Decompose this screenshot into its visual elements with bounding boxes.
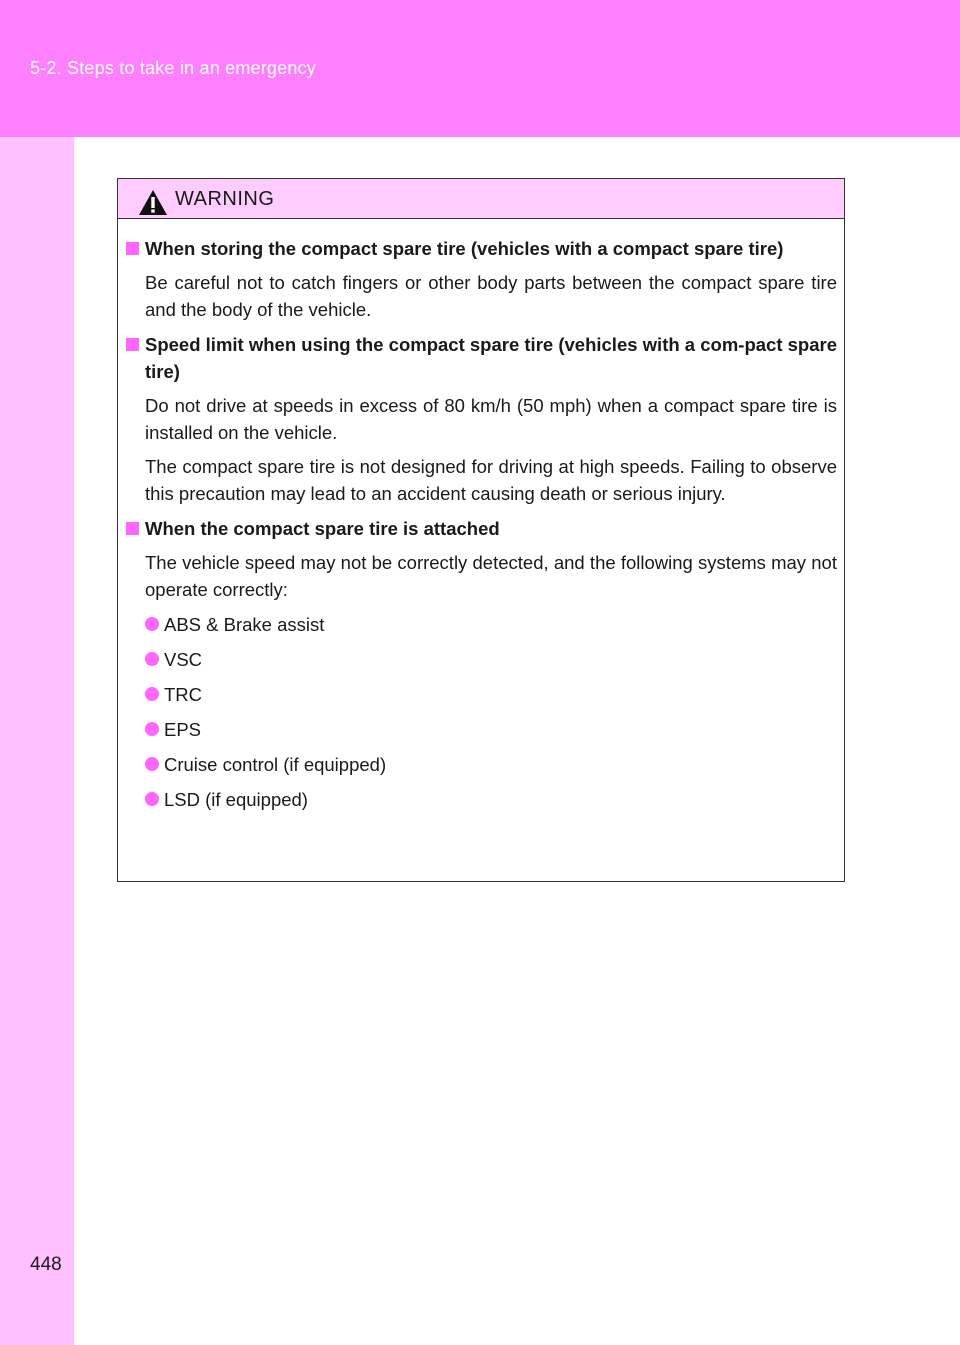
list-item xyxy=(145,646,837,673)
list-item xyxy=(145,611,837,638)
list-item-label: VSC xyxy=(164,649,203,670)
warning-box xyxy=(117,178,845,882)
round-bullet-icon xyxy=(145,617,159,631)
paragraph: Be careful not to catch fingers or other body parts between the compact spare tire and the body of the vehicle. xyxy=(145,272,837,320)
warning-section xyxy=(126,235,837,323)
paragraph: Do not drive at speeds in excess of 80 km/h (50 mph) when a compact spare tire is installed on the vehicle. xyxy=(145,395,837,443)
list-item xyxy=(145,716,837,743)
list-item xyxy=(145,681,837,708)
paragraph: The vehicle speed may not be correctly detected, and the following systems may not operate correctly: xyxy=(145,552,837,600)
warning-triangle-icon xyxy=(138,189,168,216)
list-item-label: LSD (if equipped) xyxy=(164,789,308,810)
list-item-label: EPS xyxy=(164,719,202,740)
round-bullet-icon xyxy=(145,722,159,736)
square-bullet-icon xyxy=(126,338,139,351)
section-heading: When the compact spare tire is attached xyxy=(145,518,500,539)
affected-systems-list xyxy=(145,611,837,813)
page-number: 448 xyxy=(30,1254,62,1275)
header-band xyxy=(0,0,960,137)
square-bullet-icon xyxy=(126,522,139,535)
round-bullet-icon xyxy=(145,652,159,666)
list-item-label: TRC xyxy=(164,684,203,705)
warning-label: WARNING xyxy=(175,188,275,210)
warning-header xyxy=(118,179,844,219)
warning-section xyxy=(126,331,837,507)
section-heading: Speed limit when using the compact spare tire (vehicles with a com-pact spare tire) xyxy=(145,334,837,382)
list-item-label: Cruise control (if equipped) xyxy=(164,754,387,775)
list-item xyxy=(145,751,837,778)
side-tab-strip xyxy=(0,137,74,1345)
round-bullet-icon xyxy=(145,757,159,771)
list-item-label: ABS & Brake assist xyxy=(164,614,325,635)
warning-section xyxy=(126,515,837,813)
warning-body xyxy=(126,235,837,821)
section-heading: When storing the compact spare tire (vehicles with a compact spare tire) xyxy=(145,238,784,259)
section-title: 5-2. Steps to take in an emergency xyxy=(30,58,316,78)
square-bullet-icon xyxy=(126,242,139,255)
round-bullet-icon xyxy=(145,687,159,701)
round-bullet-icon xyxy=(145,792,159,806)
paragraph: The compact spare tire is not designed for driving at high speeds. Failing to observe this precaution may lead to an accident causing death or serious injury. xyxy=(145,456,837,504)
list-item xyxy=(145,786,837,813)
